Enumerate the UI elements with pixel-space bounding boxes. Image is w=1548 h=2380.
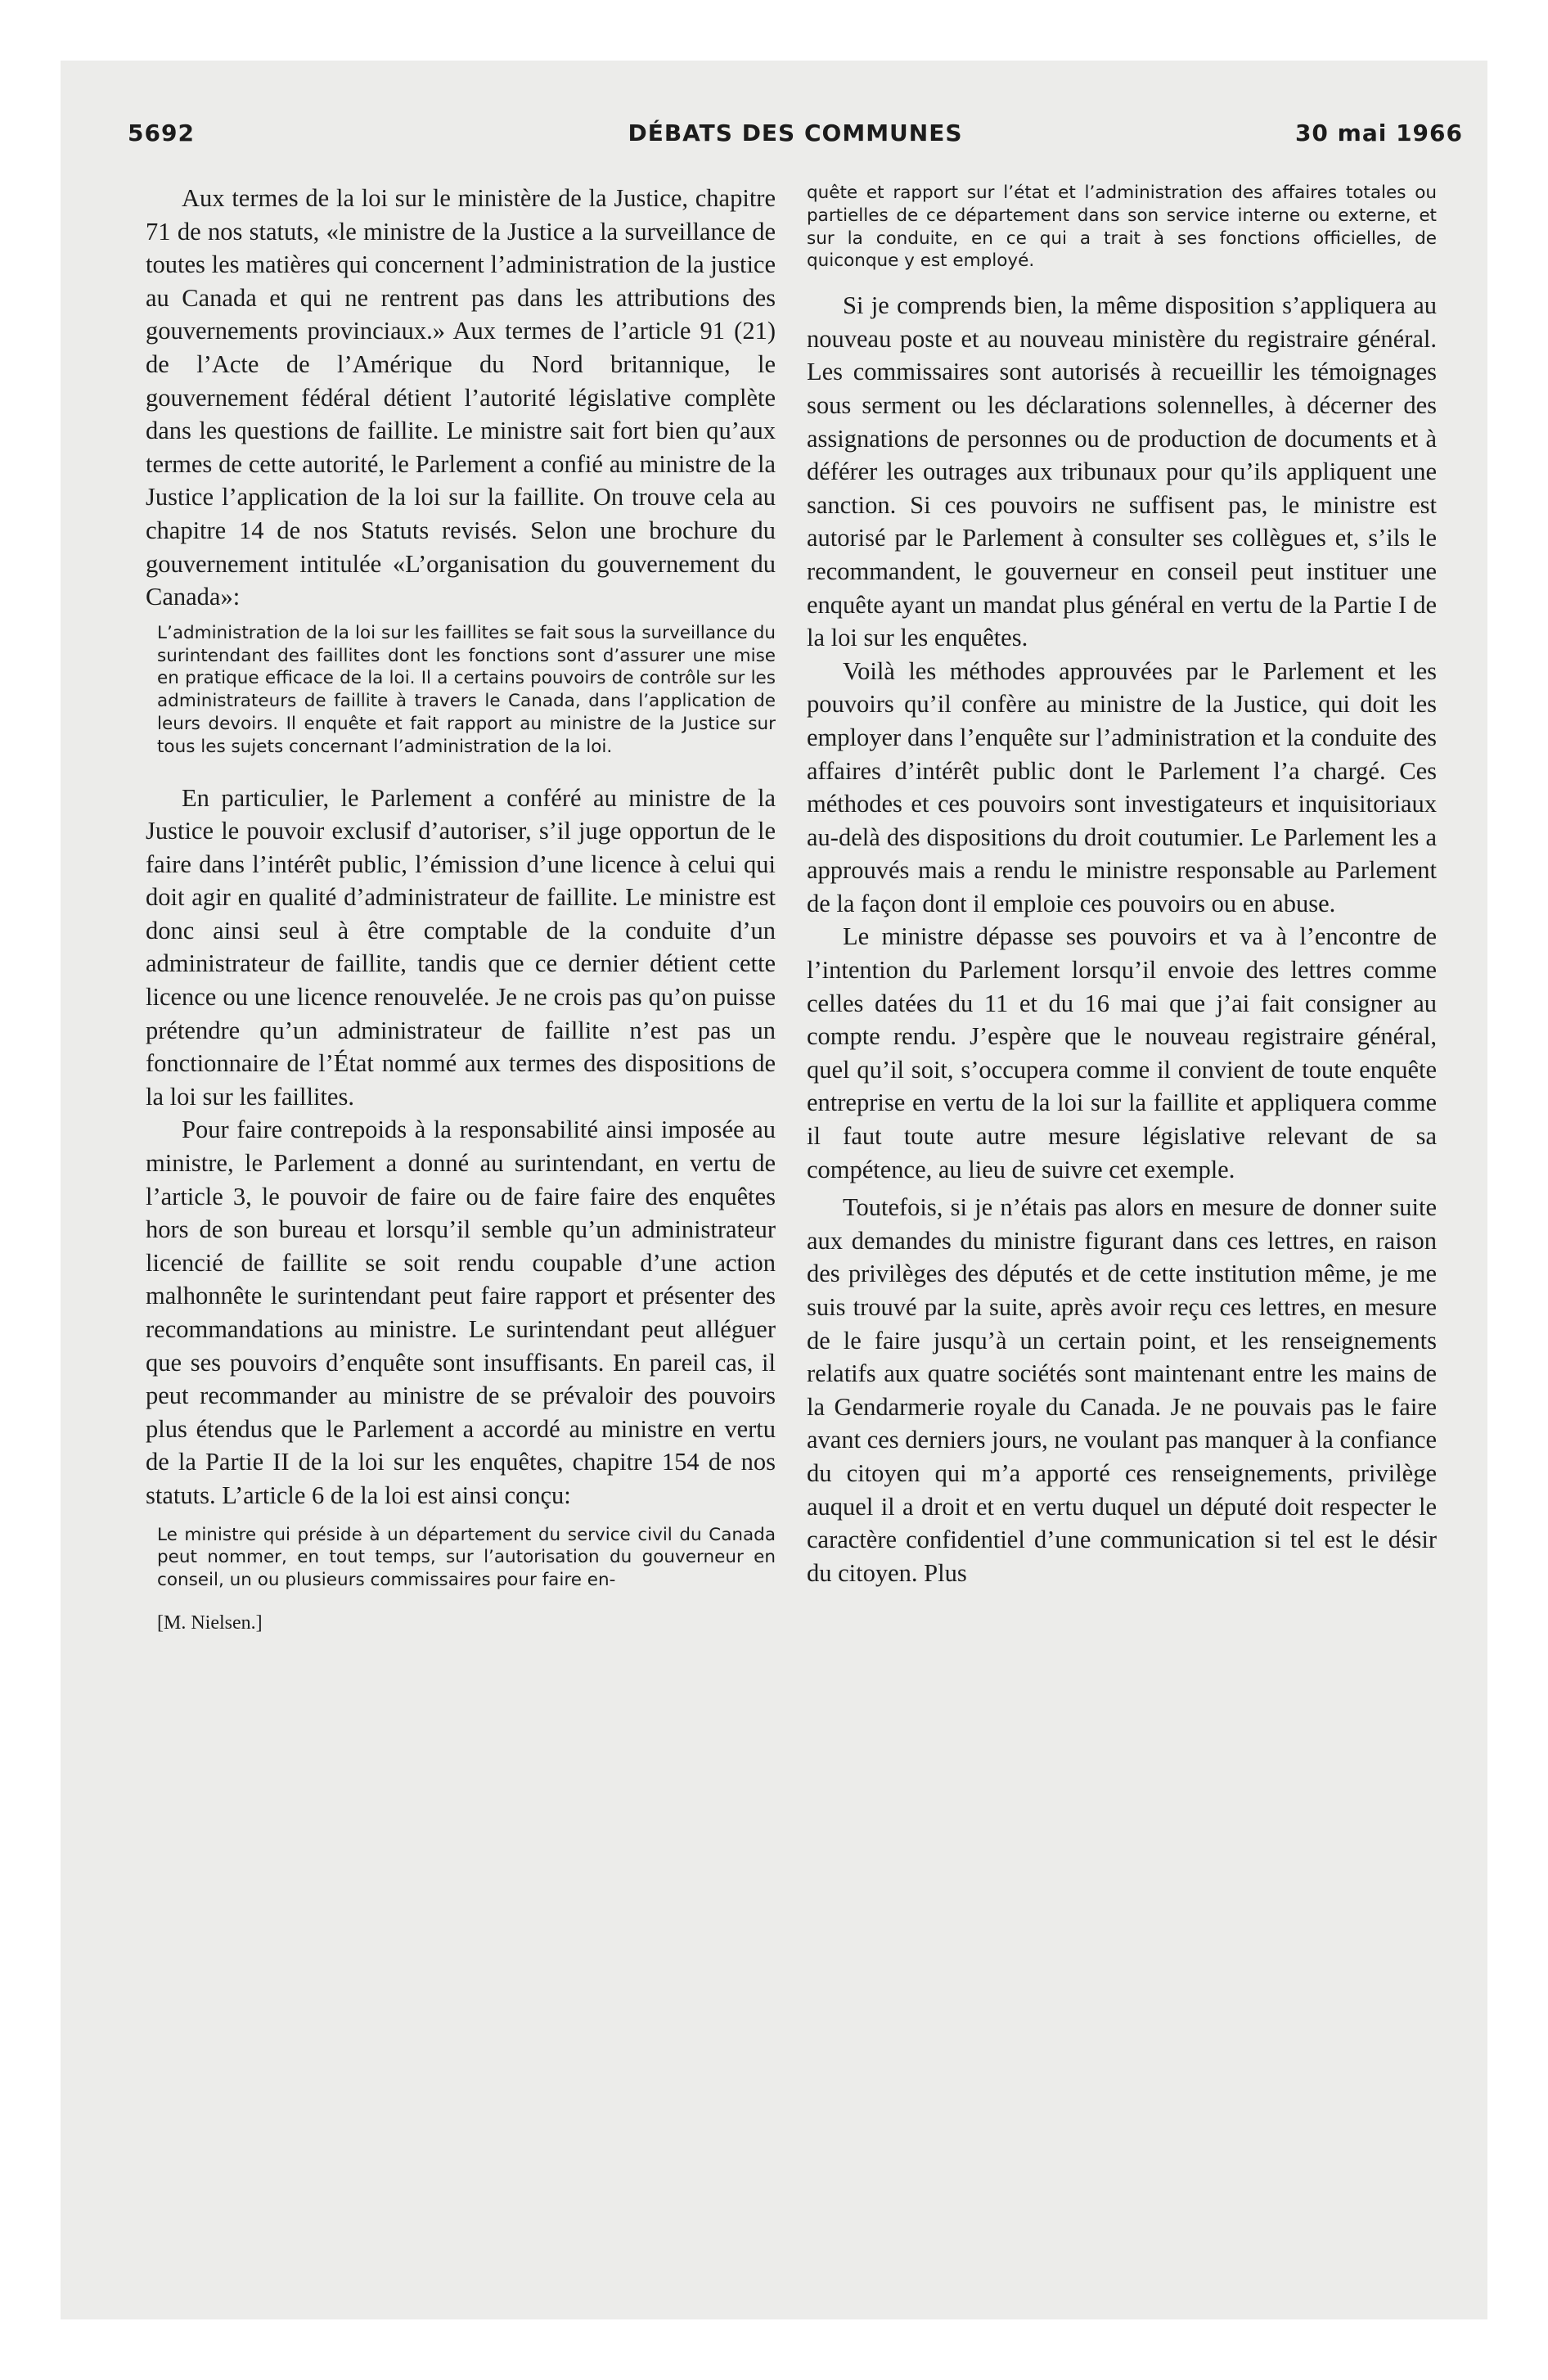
- paragraph: En particulier, le Parlement a conféré au ministre de la Justice le pouvoir exclusif d’autoriser, s’il juge opportun de le faire dans l’intérêt public, l’émission d’une licence à celui qui doit agir en qualité d’administrateur de faillite. Le ministre est donc ainsi seul à être comptable de la conduite d’un administrateur de faillite, tandis que ce dernier détient cette licence ou une licence renouvelée. Je ne crois pas qu’on puisse prétendre qu’un administrateur de faillite n’est pas un fonctionnaire de l’État nommé aux termes des dispositions de la loi sur les faillites.: [146, 783, 776, 1111]
- running-title: DÉBATS DES COMMUNES: [628, 119, 963, 146]
- page-date: 30 mai 1966: [1294, 119, 1463, 146]
- block-quote: Le ministre qui préside à un département du service civil du Canada peut nommer, en tout temps, sur l’autorisation du gouverneur en conseil, un ou plusieurs commissaires pour faire en-: [157, 1524, 776, 1591]
- page-header: [128, 119, 1463, 152]
- paragraph: Pour faire contrepoids à la responsabilité ainsi imposée au ministre, le Parlement a donné au surintendant, en vertu de l’article 3, le pouvoir de faire ou de faire faire des enquêtes hors de son bureau et lorsqu’il semble qu’un administrateur licencié de faillite se soit rendu coupable d’une action malhonnête le surintendant peut faire rapport et présenter des recommandations au ministre. Le surintendant peut alléguer que ses pouvoirs d’enquête sont insuffisants. En pareil cas, il peut recommander au ministre de se prévaloir des pouvoirs plus étendus que le Parlement a accordé au ministre en vertu de la Partie II de la loi sur les enquêtes, chapitre 154 de nos statuts. L’article 6 de la loi est ainsi conçu:: [146, 1116, 776, 1509]
- speaker-attribution: [M. Nielsen.]: [157, 1611, 263, 1634]
- block-quote-continued: quête et rapport sur l’état et l’administration des affaires totales ou partielles de ce département dans son service interne ou externe, et sur la conduite, en ce qui a trait à ses fonctions officielles, de quiconque y est employé.: [807, 183, 1437, 272]
- paragraph: Aux termes de la loi sur le ministère de la Justice, chapitre 71 de nos statuts, «le ministre de la Justice a la surveillance de toutes les matières qui concernent l’administration de la justice au Canada et qui ne rentrent pas dans les attributions des gouvernements provinciaux.» Aux termes de l’article 91 (21) de l’Acte de l’Amérique du Nord britannique, le gouvernement fédéral détient l’autorité législative complète dans les questions de faillite. Le ministre sait fort bien qu’aux termes de cette autorité, le Parlement a confié au ministre de la Justice l’application de la loi sur la faillite. On trouve cela au chapitre 14 de nos Statuts revisés. Selon une brochure du gouvernement intitulée «L’organisation du gouvernement du Canada»:: [146, 184, 776, 611]
- right-column: [807, 182, 1437, 1589]
- paragraph: Le ministre dépasse ses pouvoirs et va à l’encontre de l’intention du Parlement lorsqu’il envoie des lettres comme celles datées du 11 et du 16 mai que j’ai fait consigner au compte rendu. J’espère que le nouveau registraire général, quel qu’il soit, s’occupera comme il convient de toute enquête entreprise en vertu de la loi sur la faillite et appliquera comme il faut toute autre mesure législative relevant de sa compétence, au lieu de suivre cet exemple.: [807, 922, 1437, 1183]
- left-column: [146, 182, 776, 1640]
- paragraph: Voilà les méthodes approuvées par le Parlement et les pouvoirs qu’il confère au ministre de la Justice, qui doit les employer dans l’enquête sur l’administration et la conduite des affaires d’intérêt public dont le Parlement l’a chargé. Ces méthodes et ces pouvoirs sont investigateurs et inquisitoriaux au-delà des dispositions du droit coutumier. Le Parlement les a approuvés mais a rendu le ministre responsable au Parlement de la façon dont il emploie ces pouvoirs ou en abuse.: [807, 656, 1437, 917]
- paragraph: Si je comprends bien, la même disposition s’appliquera au nouveau poste et au nouveau ministère du registraire général. Les commissaires sont autorisés à recueillir les témoignages sous serment ou les déclarations solennelles, à décerner des assignations de personnes ou de production de documents et à déférer les outrages aux tribunaux pour qu’ils appliquent une sanction. Si ces pouvoirs ne suffisent pas, le ministre est autorisé par le Parlement à consulter ses collègues et, s’ils le recommandent, le gouverneur en conseil peut instituer une enquête ayant un mandat plus général en vertu de la Partie I de la loi sur les enquêtes.: [807, 291, 1437, 652]
- block-quote: L’administration de la loi sur les faillites se fait sous la surveillance du surintendant des faillites dont les fonctions sont d’assurer une mise en pratique efficace de la loi. Il a certains pouvoirs de contrôle sur les administrateurs de faillite à travers le Canada, dans l’application de leurs devoirs. Il enquête et fait rapport au ministre de la Justice sur tous les sujets concernant l’administration de la loi.: [157, 622, 776, 757]
- paragraph: Toutefois, si je n’étais pas alors en mesure de donner suite aux demandes du ministre figurant dans ces lettres, en raison des privilèges des députés et de cette institution même, je me suis trouvé par la suite, après avoir reçu ces lettres, en mesure de le faire jusqu’à un certain point, et les renseignements relatifs aux quatre sociétés sont maintenant entre les mains de la Gendarmerie royale du Canada. Je ne pouvais pas le faire avant ces derniers jours, ne voulant pas manquer à la confiance du citoyen qui m’a apporté ces renseignements, privilège auquel il a droit et en vertu duquel un député doit respecter le caractère confidentiel d’une communication si tel est le désir du citoyen. Plus: [807, 1193, 1437, 1587]
- page-number: 5692: [128, 119, 195, 146]
